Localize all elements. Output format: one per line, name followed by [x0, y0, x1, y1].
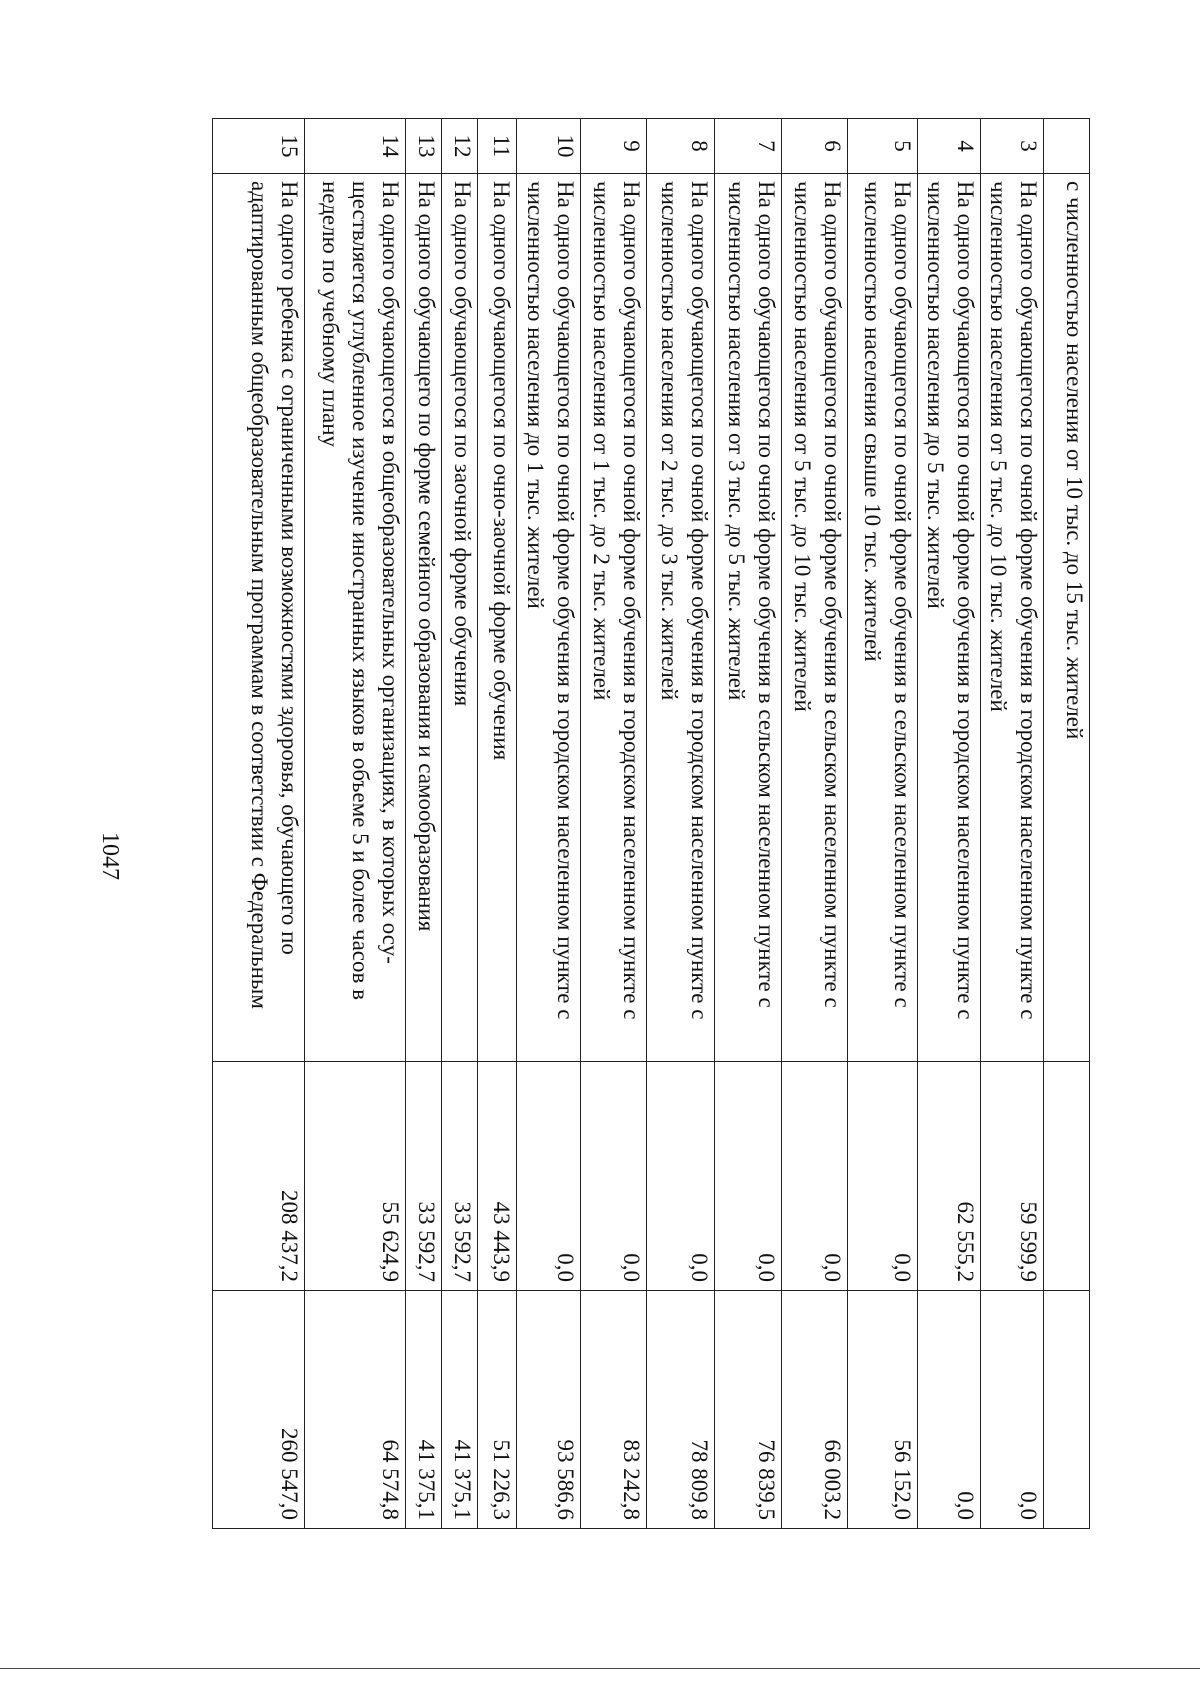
row-value-2: 260 547,0 — [213, 1291, 305, 1529]
page-number: 1047 — [97, 832, 123, 880]
table-row — [405, 119, 441, 1529]
funding-table — [212, 118, 1090, 1529]
row-value-2: 0,0 — [918, 1291, 980, 1529]
table-row — [477, 119, 516, 1529]
row-description: На одного обучающегося по очной форме обучения в сельском населенном пункте с численностью населения от 3 тыс. до 5 тыс. жителей — [714, 174, 781, 1062]
table-row — [714, 119, 781, 1529]
row-number: 15 — [213, 119, 305, 174]
row-value-2: 78 809,8 — [646, 1291, 714, 1529]
row-description: На одного обучающего по форме семейного образования и самообразования — [405, 174, 441, 1062]
row-number: 13 — [405, 119, 441, 174]
row-value-1: 0,0 — [714, 1062, 781, 1291]
row-description: На одного обучающегося по очной форме обучения в городском населенном пункте с численностью населения от 5 тыс. до 10 тыс. жителей — [980, 174, 1043, 1062]
row-description: На одного ребенка с ограниченными возможностями здоровья, обучающего по адаптированным общеобразовательным программам в соответствии с Федеральным — [213, 174, 305, 1062]
row-value-2: 56 152,0 — [848, 1291, 918, 1529]
row-description: На одного обучающегося по очной форме обучения в городском населенном пункте с численностью населения до 1 тыс. жителей — [517, 174, 581, 1062]
row-number: 3 — [980, 119, 1043, 174]
table-row-continued — [1043, 119, 1089, 1529]
row-value-1: 0,0 — [517, 1062, 581, 1291]
row-value-2: 66 003,2 — [781, 1291, 847, 1529]
row-value-2 — [1043, 1291, 1089, 1529]
table-row — [980, 119, 1043, 1529]
row-value-1: 0,0 — [848, 1062, 918, 1291]
table-row — [781, 119, 847, 1529]
row-value-1: 43 443,9 — [477, 1062, 516, 1291]
table-row — [581, 119, 646, 1529]
row-description: На одного обучающегося по заочной форме обучения — [441, 174, 477, 1062]
row-value-2: 41 375,1 — [441, 1291, 477, 1529]
row-number: 5 — [848, 119, 918, 174]
row-number: 11 — [477, 119, 516, 174]
row-description: На одного обучающегося по очной форме обучения в городском населенном пункте с численностью населения от 2 тыс. до 3 тыс. жителей — [646, 174, 714, 1062]
row-value-2: 83 242,8 — [581, 1291, 646, 1529]
row-value-1: 59 599,9 — [980, 1062, 1043, 1291]
row-description: На одного обучающегося по очной форме обучения в сельском населенном пункте с численностью населения от 5 тыс. до 10 тыс. жителей — [781, 174, 847, 1062]
row-description: с численностью населения от 10 тыс. до 15 тыс. жителей — [1043, 174, 1089, 1062]
page-bottom-rule — [0, 1668, 1200, 1669]
row-description: На одного обучающегося по очной форме обучения в городском населенном пункте с численностью населения до 5 тыс. жителей — [918, 174, 980, 1062]
row-value-1: 0,0 — [781, 1062, 847, 1291]
row-value-2: 93 586,6 — [517, 1291, 581, 1529]
row-value-1: 55 624,9 — [305, 1062, 405, 1291]
row-number: 10 — [517, 119, 581, 174]
table-row — [213, 119, 305, 1529]
row-value-1: 33 592,7 — [441, 1062, 477, 1291]
table-row — [305, 119, 405, 1529]
row-number: 8 — [646, 119, 714, 174]
row-number-cell — [1043, 119, 1089, 174]
row-number: 9 — [581, 119, 646, 174]
rotated-table-wrapper — [212, 118, 1090, 1528]
row-value-1: 62 555,2 — [918, 1062, 980, 1291]
row-value-1: 33 592,7 — [405, 1062, 441, 1291]
table-row — [646, 119, 714, 1529]
row-value-1: 0,0 — [646, 1062, 714, 1291]
row-value-1 — [1043, 1062, 1089, 1291]
table-row — [918, 119, 980, 1529]
table-row — [441, 119, 477, 1529]
row-description: На одного обучающегося по очной форме обучения в городском населенном пункте с численностью населения от 1 тыс. до 2 тыс. жителей — [581, 174, 646, 1062]
row-value-1: 208 437,2 — [213, 1062, 305, 1291]
row-description: На одного обучающегося по очной форме обучения в сельском населенном пункте с численностью населения свыше 10 тыс. жителей — [848, 174, 918, 1062]
table-row — [517, 119, 581, 1529]
row-description: На одного обучающегося в общеобразовательных организациях, в которых осу-ществляется углубленное изучение иностранных языков в объеме 5 и более часов в неделю по учебному плану — [305, 174, 405, 1062]
row-value-2: 76 839,5 — [714, 1291, 781, 1529]
row-value-2: 41 375,1 — [405, 1291, 441, 1529]
row-number: 6 — [781, 119, 847, 174]
row-value-2: 51 226,3 — [477, 1291, 516, 1529]
row-description: На одного обучающегося по очно-заочной форме обучения — [477, 174, 516, 1062]
row-number: 4 — [918, 119, 980, 174]
table-row — [848, 119, 918, 1529]
row-number: 12 — [441, 119, 477, 174]
row-value-1: 0,0 — [581, 1062, 646, 1291]
row-number: 7 — [714, 119, 781, 174]
row-number: 14 — [305, 119, 405, 174]
row-value-2: 64 574,8 — [305, 1291, 405, 1529]
row-value-2: 0,0 — [980, 1291, 1043, 1529]
